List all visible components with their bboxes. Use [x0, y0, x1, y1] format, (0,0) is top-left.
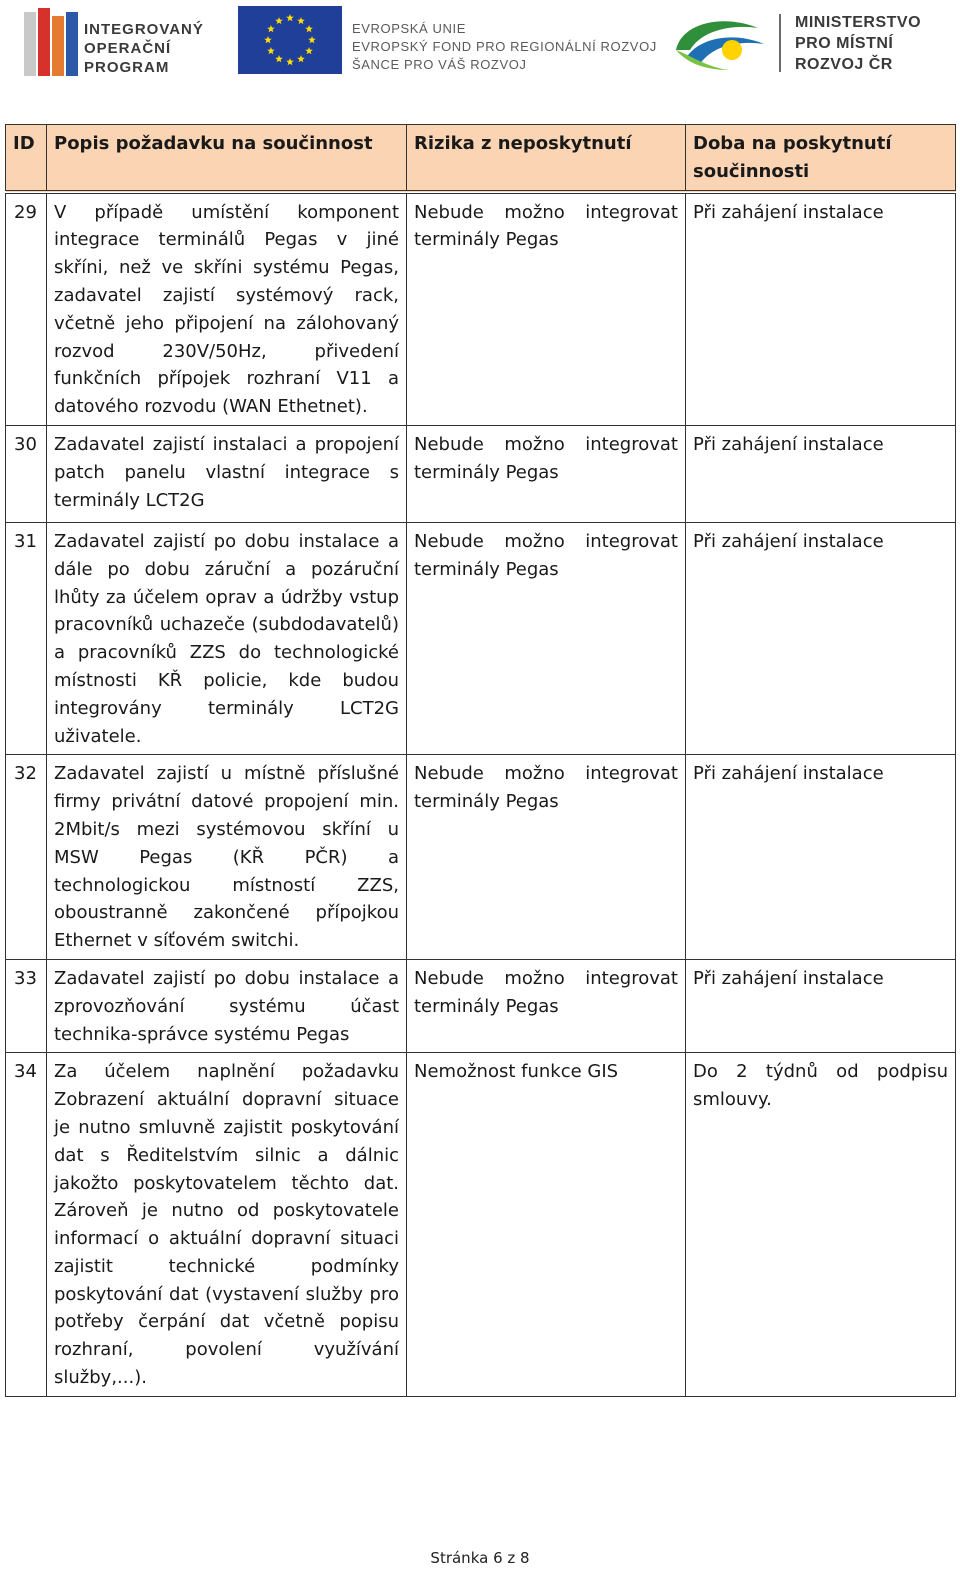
table-row — [6, 192, 956, 426]
header-logos — [0, 0, 960, 90]
row-risk: Nebude možno integrovat terminály Pegas — [407, 192, 686, 426]
eu-line-1: EVROPSKÁ UNIE — [352, 21, 466, 36]
row-description: Zadavatel zajistí po dobu instalace a dále po dobu záruční a pozáruční lhůty za účelem oprav a údržby vstup pracovníků uchazeče (subdodavatelů) a pracovníků ZZS do technologické místnosti KŘ policie, kde budou integrovány terminály LCT2G uživatele. — [47, 522, 407, 754]
table-row — [6, 959, 956, 1052]
row-id: 34 — [6, 1053, 47, 1397]
table-row — [6, 425, 956, 522]
header-risk: Rizika z neposkytnutí — [407, 125, 686, 192]
row-id: 31 — [6, 522, 47, 754]
iop-line-1: INTEGROVANÝ — [84, 21, 204, 38]
row-time: Při zahájení instalace — [686, 192, 956, 426]
row-description: Zadavatel zajistí po dobu instalace a zprovozňování systému účast technika-správce systému Pegas — [47, 959, 407, 1052]
table-row — [6, 522, 956, 754]
mmr-line-2: PRO MÍSTNÍ — [795, 35, 894, 52]
page-number: Stránka 6 z 8 — [430, 1549, 530, 1567]
header-description: Popis požadavku na součinnost — [47, 125, 407, 192]
mmr-line-3: ROZVOJ ČR — [795, 56, 893, 73]
row-time: Při zahájení instalace — [686, 425, 956, 522]
table-row — [6, 755, 956, 960]
table-row — [6, 1053, 956, 1397]
iop-line-3: PROGRAM — [84, 59, 170, 76]
header-id: ID — [6, 125, 47, 192]
row-time: Do 2 týdnů od podpisu smlouvy. — [686, 1053, 956, 1397]
row-description: V případě umístění komponent integrace terminálů Pegas v jiné skříni, než ve skříni systému Pegas, zadavatel zajistí systémový rack, včetně jeho připojení na zálohovaný rozvod 230V/50Hz, přivedení funkčních přípojek rozhraní V11 a datového rozvodu (WAN Ethetnet). — [47, 192, 407, 426]
row-description: Zadavatel zajistí instalaci a propojení patch panelu vlastní integrace s terminály LCT2G — [47, 425, 407, 522]
row-description: Zadavatel zajistí u místně příslušné firmy privátní datové propojení min. 2Mbit/s mezi systémovou skříní u MSW Pegas (KŘ PČR) a technologickou místností ZZS, oboustranně zakončené přípojkou Ethernet v síťovém switchi. — [47, 755, 407, 960]
row-id: 33 — [6, 959, 47, 1052]
mmr-text-block — [795, 12, 921, 75]
requirements-table — [5, 124, 956, 1397]
mmr-divider — [779, 14, 781, 72]
table-header-row — [6, 125, 956, 192]
row-id: 30 — [6, 425, 47, 522]
row-risk: Nebude možno integrovat terminály Pegas — [407, 959, 686, 1052]
eu-text-block — [352, 20, 657, 74]
row-description: Za účelem naplnění požadavku Zobrazení aktuální dopravní situace je nutno smluvně zajistit poskytování dat s Ředitelstvím silnic a dálnic jakožto poskytovatelem těchto dat. Zároveň je nutno od poskytovatele informací o aktuální dopravní situaci zajistit technické podmínky poskytování dat (vystavení služby pro potřeby čerpání dat včetně popisu rozhraní, povolení využívání služby,...). — [47, 1053, 407, 1397]
mmr-emblem-icon — [672, 10, 768, 74]
row-id: 32 — [6, 755, 47, 960]
row-time: Při zahájení instalace — [686, 755, 956, 960]
row-risk: Nemožnost funkce GIS — [407, 1053, 686, 1397]
eu-line-3: ŠANCE PRO VÁŠ ROZVOJ — [352, 57, 527, 72]
row-id: 29 — [6, 192, 47, 426]
row-risk: Nebude možno integrovat terminály Pegas — [407, 755, 686, 960]
row-time: Při zahájení instalace — [686, 959, 956, 1052]
iop-line-2: OPERAČNÍ — [84, 40, 172, 57]
row-risk: Nebude možno integrovat terminály Pegas — [407, 522, 686, 754]
header-time: Doba na poskytnutí součinnosti — [686, 125, 956, 192]
row-risk: Nebude možno integrovat terminály Pegas — [407, 425, 686, 522]
row-time: Při zahájení instalace — [686, 522, 956, 754]
iop-logo — [24, 8, 214, 76]
eu-line-2: EVROPSKÝ FOND PRO REGIONÁLNÍ ROZVOJ — [352, 39, 657, 54]
eu-flag-icon — [238, 6, 342, 74]
mmr-line-1: MINISTERSTVO — [795, 14, 922, 31]
